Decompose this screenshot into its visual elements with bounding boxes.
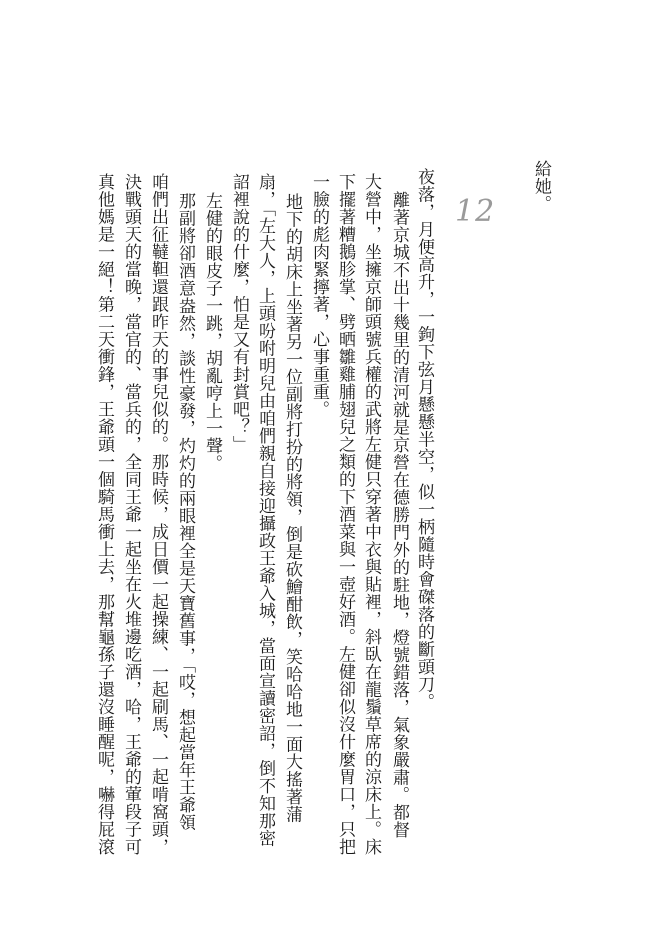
text-column-1: 給她。 (531, 160, 551, 213)
text-column-2: 夜落，月便高升，一鉤下弦月懸懸半空，似一柄隨時會磔落的斷頭刀。 (414, 168, 434, 711)
text-column-14: 真他媽是一絕！第二天衝鋒，王爺頭一個騎馬衝上去，那幫龜孫子還沒睡醒呢，嚇得屁滾 (94, 173, 114, 856)
text-column-3: 離著京城不出十幾里的清河就是京營在德勝門外的駐地，燈號錯落，氣象嚴肅。都督 (389, 191, 409, 839)
text-column-10: 左健的眼皮子一跳，胡亂哼上一聲。 (202, 192, 222, 472)
text-column-6: 一臉的彪肉緊擰著，心事重重。 (309, 173, 329, 418)
text-column-11: 那副將卻酒意盎然，談性豪發，灼灼的兩眼裡全是天寶舊事，「哎，想起當年王爺領 (175, 192, 195, 831)
text-column-4: 大營中，坐擁京師頭號兵權的武將左健只穿著中衣與貼裡，斜臥在龍鬚草席的涼床上。床 (361, 173, 381, 856)
text-column-12: 咱們出征韃靼還跟昨天的事兒似的。那時候，成日價一起操練、一起刷馬、一起啃窩頭， (148, 173, 168, 856)
text-column-13: 決戰頭天的當晚，當官的、當兵的，全同王爺一起坐在火堆邊吃酒，哈，王爺的葷段子可 (121, 173, 141, 856)
text-column-7: 地下的胡床上坐著另一位副將打扮的將領，倒是砍鱠酣飲，笑哈哈地一面大搖著蒲 (282, 193, 302, 823)
text-column-8: 扇，「左大人，上頭吩咐明兒由咱們親自接迎攝政王爺入城，當面宣讀密詔，倒不知那密 (255, 173, 275, 847)
text-column-9: 詔裡說的什麼，怕是又有封賞吧？」 (229, 173, 249, 453)
text-column-5: 下擺著糟鵝胗掌、劈晒雛雞脯翅兒之類的下酒菜與一壺好酒。左健卻似沒什麼胃口，只把 (335, 173, 355, 856)
chapter-number: 12 (455, 194, 496, 229)
